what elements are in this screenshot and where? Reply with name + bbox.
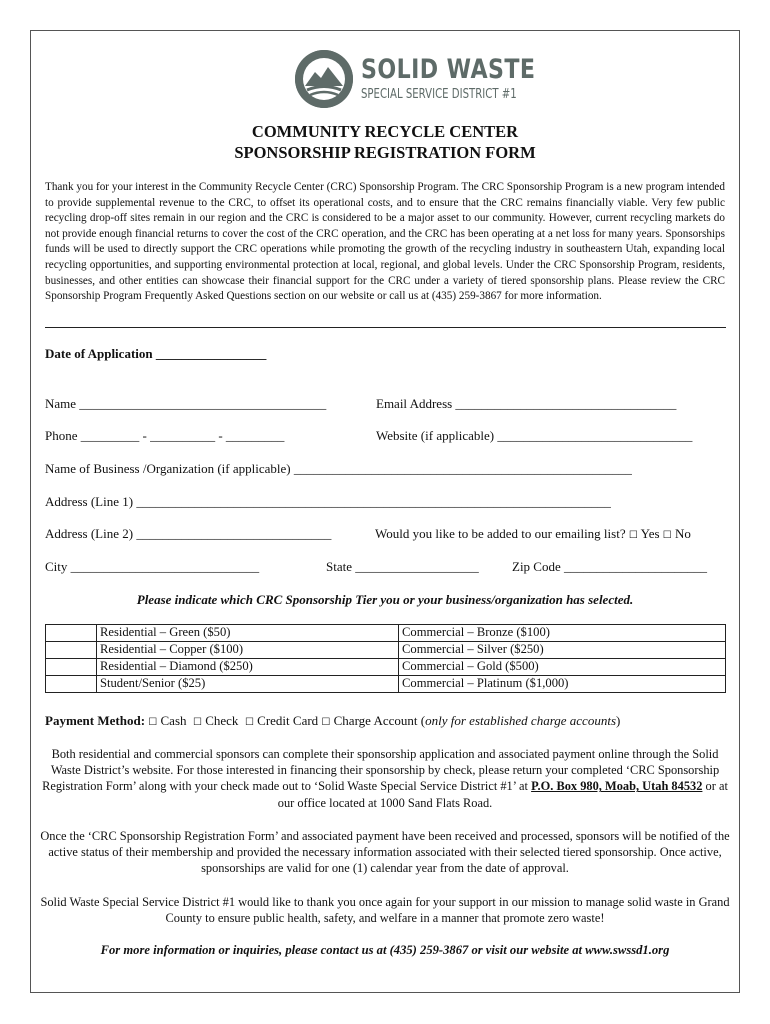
- tier-select-cell[interactable]: [46, 676, 97, 693]
- cash-option: Cash: [160, 713, 187, 728]
- tier-heading: Please indicate which CRC Sponsorship Tier you or your business/organization has selected.: [136, 592, 634, 607]
- checkbox-icon[interactable]: ☐: [148, 717, 158, 728]
- credit-card-option: Credit Card: [257, 713, 319, 728]
- table-row: [46, 625, 726, 642]
- contact-footer: For more information or inquiries, please contact us at (435) 259-3867 or visit our website at www.swssd1.org: [100, 943, 670, 957]
- tier-select-cell[interactable]: [46, 659, 97, 676]
- po-box-address: P.O. Box 980, Moab, Utah 84532: [531, 779, 703, 794]
- charge-account-note: only for established charge accounts: [425, 713, 616, 728]
- table-row: [46, 642, 726, 659]
- email-field[interactable]: Email Address __________________________________: [376, 396, 677, 411]
- section-divider: [45, 327, 726, 328]
- zip-code-field[interactable]: Zip Code ______________________: [512, 559, 707, 574]
- mountain-logo-icon: [295, 50, 353, 108]
- checkbox-icon[interactable]: ☐: [244, 717, 254, 728]
- tier-commercial: Commercial – Platinum ($1,000): [399, 676, 726, 693]
- checkbox-icon[interactable]: ☐: [193, 717, 202, 728]
- logo-subtitle: SPECIAL SERVICE DISTRICT #1: [361, 87, 517, 102]
- yes-label: Yes: [640, 526, 660, 541]
- no-label: No: [675, 526, 691, 541]
- tier-residential: Residential – Copper ($100): [97, 642, 399, 659]
- address-line1-field[interactable]: Address (Line 1) _________________________________________________________________________: [45, 494, 611, 509]
- check-option: Check: [205, 713, 239, 728]
- phone-field[interactable]: Phone _________ - __________ - _________: [45, 428, 285, 443]
- date-of-application-field[interactable]: Date of Application _________________: [45, 346, 267, 361]
- payment-method-row: Payment Method: ☐ Cash ☐ Check ☐ Credit Card ☐ Charge Account (only for established charge accounts): [45, 713, 621, 728]
- payment-instructions-paragraph: [38, 746, 732, 811]
- website-field[interactable]: Website (if applicable) ______________________________: [376, 428, 693, 443]
- tier-residential: Residential – Diamond ($250): [97, 659, 399, 676]
- payment-instructions-text: Both residential and commercial sponsors can complete their sponsorship application and associated payment online through the Solid Waste District’s website. For those interested in financing their sponsorship by check, please return your completed ‘CRC Sponsorship Registration Form’ along with your check made out to ‘Solid Waste Special Service District #1’ at: [42, 747, 720, 794]
- mailing-list-question: [375, 526, 691, 542]
- checkbox-icon[interactable]: ☐: [321, 717, 331, 728]
- tier-commercial: Commercial – Silver ($250): [399, 642, 726, 659]
- tier-commercial: Commercial – Gold ($500): [399, 659, 726, 676]
- logo-name: SOLID WASTE: [361, 54, 536, 85]
- table-row: [46, 659, 726, 676]
- checkbox-icon[interactable]: ☐: [662, 530, 672, 541]
- city-field[interactable]: City _____________________________: [45, 559, 260, 574]
- state-field[interactable]: State ___________________: [326, 559, 479, 574]
- charge-account-option: Charge Account: [333, 713, 418, 728]
- processing-paragraph: Once the ‘CRC Sponsorship Registration Form’ and associated payment have been received and processed, sponsors will be notified of the active status of their membership and provided the necessary information associated with their selected tiered sponsorship. Once active, sponsorships are valid for one (1) calendar year from the date of approval.: [40, 829, 730, 876]
- payment-method-label: Payment Method: [45, 713, 141, 728]
- office-address-text: or at our office located at 1000 Sand Flats Road.: [277, 779, 728, 810]
- name-field[interactable]: Name ______________________________________: [45, 396, 327, 411]
- table-row: [46, 676, 726, 693]
- tier-residential: Student/Senior ($25): [97, 676, 399, 693]
- mailing-list-label: Would you like to be added to our emailing list?: [375, 526, 626, 541]
- form-title-line2: SPONSORSHIP REGISTRATION FORM: [234, 143, 536, 162]
- checkbox-icon[interactable]: ☐: [628, 530, 638, 541]
- tier-select-cell[interactable]: [46, 642, 97, 659]
- district-logo: [295, 50, 536, 110]
- form-title-line1: COMMUNITY RECYCLE CENTER: [251, 122, 519, 141]
- business-name-field[interactable]: Name of Business /Organization (if applicable) ____________________________________________________: [45, 461, 632, 476]
- tier-select-cell[interactable]: [46, 625, 97, 642]
- tier-residential: Residential – Green ($50): [97, 625, 399, 642]
- sponsorship-tier-table: [45, 624, 726, 693]
- thank-you-paragraph: Solid Waste Special Service District #1 would like to thank you once again for your support in our mission to manage solid waste in Grand County to ensure public health, safety, and welfare in a manner that promote zero waste!: [40, 895, 730, 926]
- tier-commercial: Commercial – Bronze ($100): [399, 625, 726, 642]
- address-line2-field[interactable]: Address (Line 2) ______________________________: [45, 526, 332, 541]
- intro-paragraph: Thank you for your interest in the Community Recycle Center (CRC) Sponsorship Program. The CRC Sponsorship Program is a new program intended to provide supplemental revenue to the CRC, to offset its operational costs, and to ensure that the CRC remains financially viable. Very few public recycling drop-off sites remain in our region and the CRC is considered to be a major asset to our community. However, current recycling markets do not provide enough financial returns to cover the cost of the CRC operation, and the CRC has been operating at a net loss for many years. Sponsorships funds will be used to directly support the CRC operations while promoting the growth of the recycling industry in southeastern Utah, expanding local recycling opportunities, and supporting environmental protection at local, regional, and global levels. Under the CRC Sponsorship Program, residents, businesses, and other entities can showcase their financial support for the CRC under a variety of tiered sponsorship plans. Please review the CRC Sponsorship Program Frequently Asked Questions section on our website or call us at (435) 259-3867 for more information.: [45, 181, 725, 303]
